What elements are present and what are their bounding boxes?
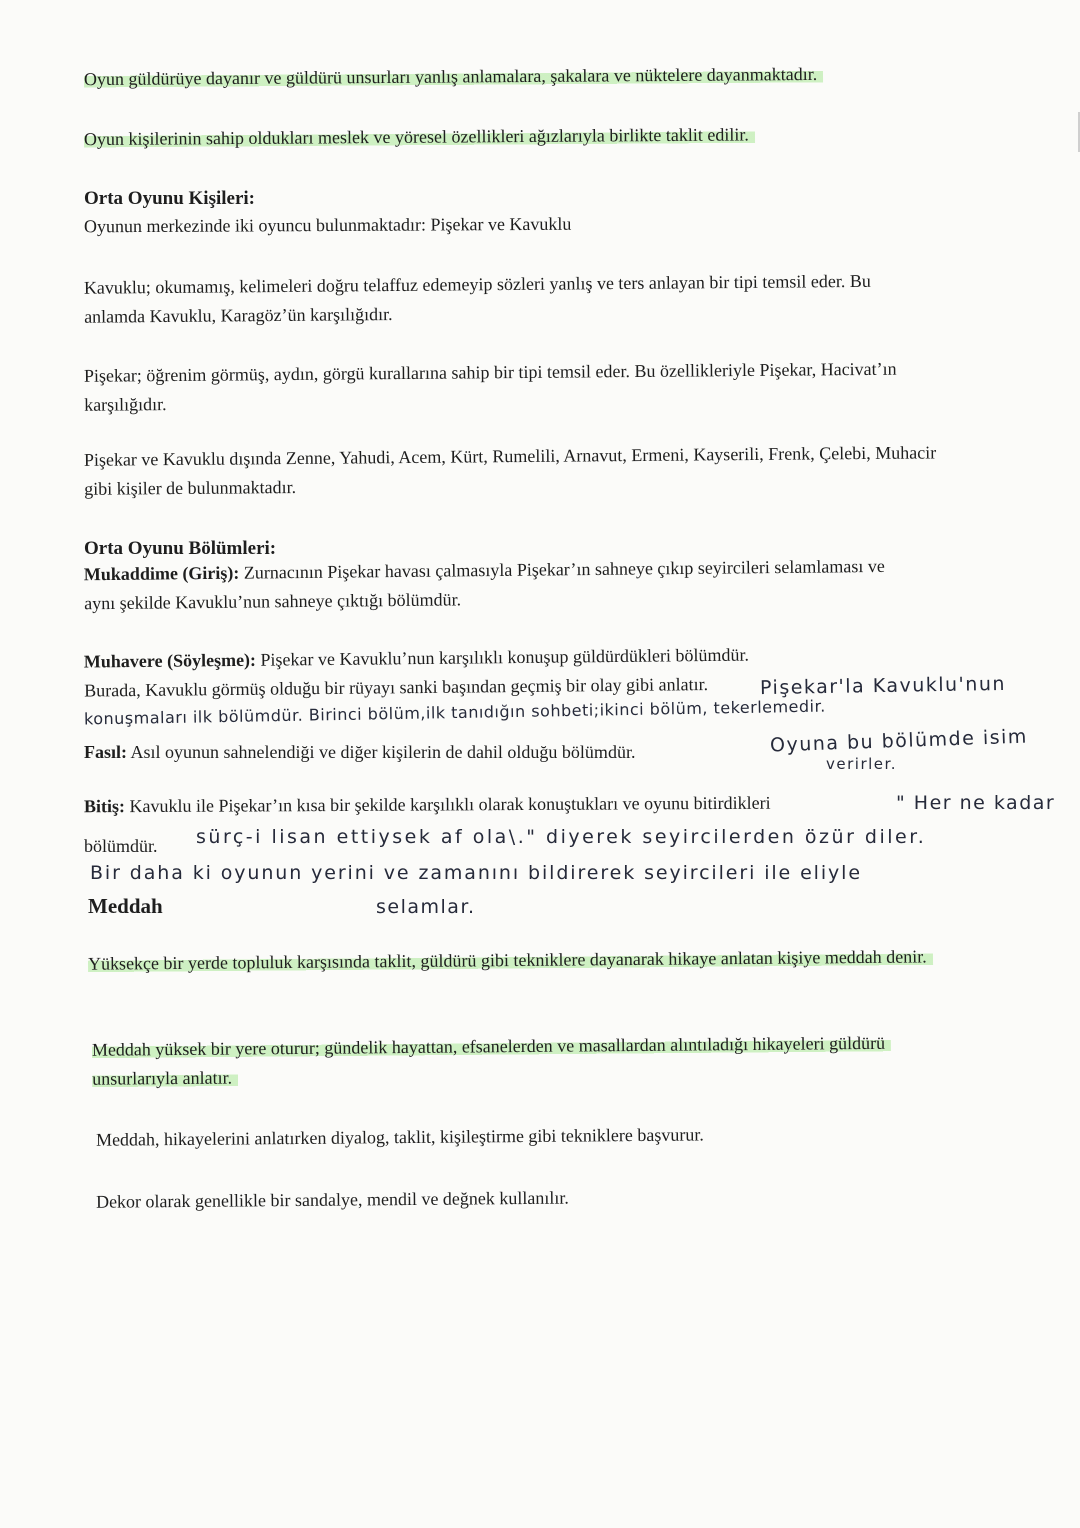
characters-heading: Orta Oyunu Kişileri: xyxy=(84,188,255,209)
highlighted-text: Meddah yüksek bir yere oturur; gündelik hayattan, efsanelerden ve masallardan alıntıladığı hikayeleri güldürü unsurlarıyla anlatır. xyxy=(92,1033,891,1089)
mukaddime-label: Mukaddime (Giriş): xyxy=(83,562,240,585)
bitis-paragraph-end: bölümdür. xyxy=(84,836,158,856)
handwritten-note: Pişekar'la Kavuklu'nun xyxy=(759,672,1007,700)
handwritten-note: " Her ne kadar xyxy=(896,792,1056,814)
muhavere-paragraph xyxy=(84,640,765,705)
handwritten-note: Oyuna bu bölümde isim xyxy=(769,725,1029,757)
mukaddime-paragraph xyxy=(84,552,905,619)
meddah-heading: Meddah xyxy=(88,894,163,918)
handwritten-note: selamlar. xyxy=(376,896,476,918)
handwritten-note: sürç-i lisan ettiysek af ola\." diyerek seyircilerden özür diler. xyxy=(196,826,927,848)
bitis-text: Kavuklu ile Pişekar’ın kısa bir şekilde karşılıklı olarak konuştukları ve oyunu bitirdikleri xyxy=(124,792,771,817)
meddah-paragraph-3: Meddah, hikayelerini anlatırken diyalog, taklit, kişileştirme gibi tekniklere başvurur. xyxy=(95,1124,704,1150)
handwritten-note: verirler. xyxy=(826,755,898,773)
muhavere-label: Muhavere (Söyleşme): xyxy=(83,649,257,672)
pisekar-paragraph: Pişekar; öğrenim görmüş, aydın, görgü kurallarına sahip bir tipi temsil eder. Bu özellikleriyle Pişekar, Hacivat’ın karşılığıdır. xyxy=(83,358,897,415)
highlighted-text: Oyun kişilerinin sahip oldukları meslek ve yöresel özellikleri ağızlarıyla birlikte taklit edilir. xyxy=(84,124,755,149)
kavuklu-paragraph: Kavuklu; okumamış, kelimeleri doğru telaffuz edemeyip sözleri yanlış ve ters anlayan bir tipi temsil eder. Bu anlamda Kavuklu, Karagöz’ün karşılığıdır. xyxy=(83,270,871,327)
meddah-paragraph-2 xyxy=(92,1028,952,1094)
fasil-paragraph xyxy=(84,738,764,767)
handwritten-note: Bir daha ki oyunun yerini ve zamanını bildirerek seyircileri ile eliyle xyxy=(90,862,862,884)
bitis-label: Bitiş: xyxy=(83,796,126,817)
handwritten-note: konuşmaları ilk bölümdür. Birinci bölüm,ilk tanıdığın sohbeti;ikinci bölüm, tekerlemedir. xyxy=(83,696,826,729)
other-characters-paragraph: Pişekar ve Kavuklu dışında Zenne, Yahudi, Acem, Kürt, Rumelili, Arnavut, Ermeni, Kayserili, Frenk, Çelebi, Muhacir gibi kişiler de bulunmaktadır. xyxy=(83,442,937,499)
meddah-paragraph-4: Dekor olarak genellikle bir sandalye, mendil ve değnek kullanılır. xyxy=(95,1187,569,1212)
mukaddime-text: Zurnacının Pişekar havası çalmasıyla Pişekar’ın sahneye çıkıp seyircileri selamlaması ve aynı şekilde Kavuklu’nun sahneye çıktığı bölümdür. xyxy=(84,555,885,614)
intro-paragraph-1 xyxy=(84,59,964,94)
muhavere-text: Pişekar ve Kavuklu’nun karşılıklı konuşup güldürdükleri bölümdür. Burada, Kavuklu görmüş olduğu bir rüyayı sanki başından geçmiş bir olay gibi anlatır. xyxy=(84,644,750,701)
meddah-paragraph-1 xyxy=(88,942,948,979)
highlighted-text: Oyun güldürüye dayanır ve güldürü unsurları yanlış anlamalara, şakalara ve nüktelere dayanmaktadır. xyxy=(84,64,823,89)
sections-heading: Orta Oyunu Bölümleri: xyxy=(84,538,277,559)
fasil-label: Fasıl: xyxy=(84,742,127,762)
fasil-text: Asıl oyunun sahnelendiği ve diğer kişilerin de dahil olduğu bölümdür. xyxy=(127,742,636,762)
bitis-paragraph xyxy=(84,788,964,822)
characters-intro: Oyunun merkezinde iki oyuncu bulunmaktadır: Pişekar ve Kavuklu xyxy=(83,213,572,237)
highlighted-text: Yüksekçe bir yerde topluluk karşısında taklit, güldürü gibi tekniklere dayanarak hikaye anlatan kişiye meddah denir. xyxy=(88,946,933,973)
intro-paragraph-2 xyxy=(84,119,964,154)
